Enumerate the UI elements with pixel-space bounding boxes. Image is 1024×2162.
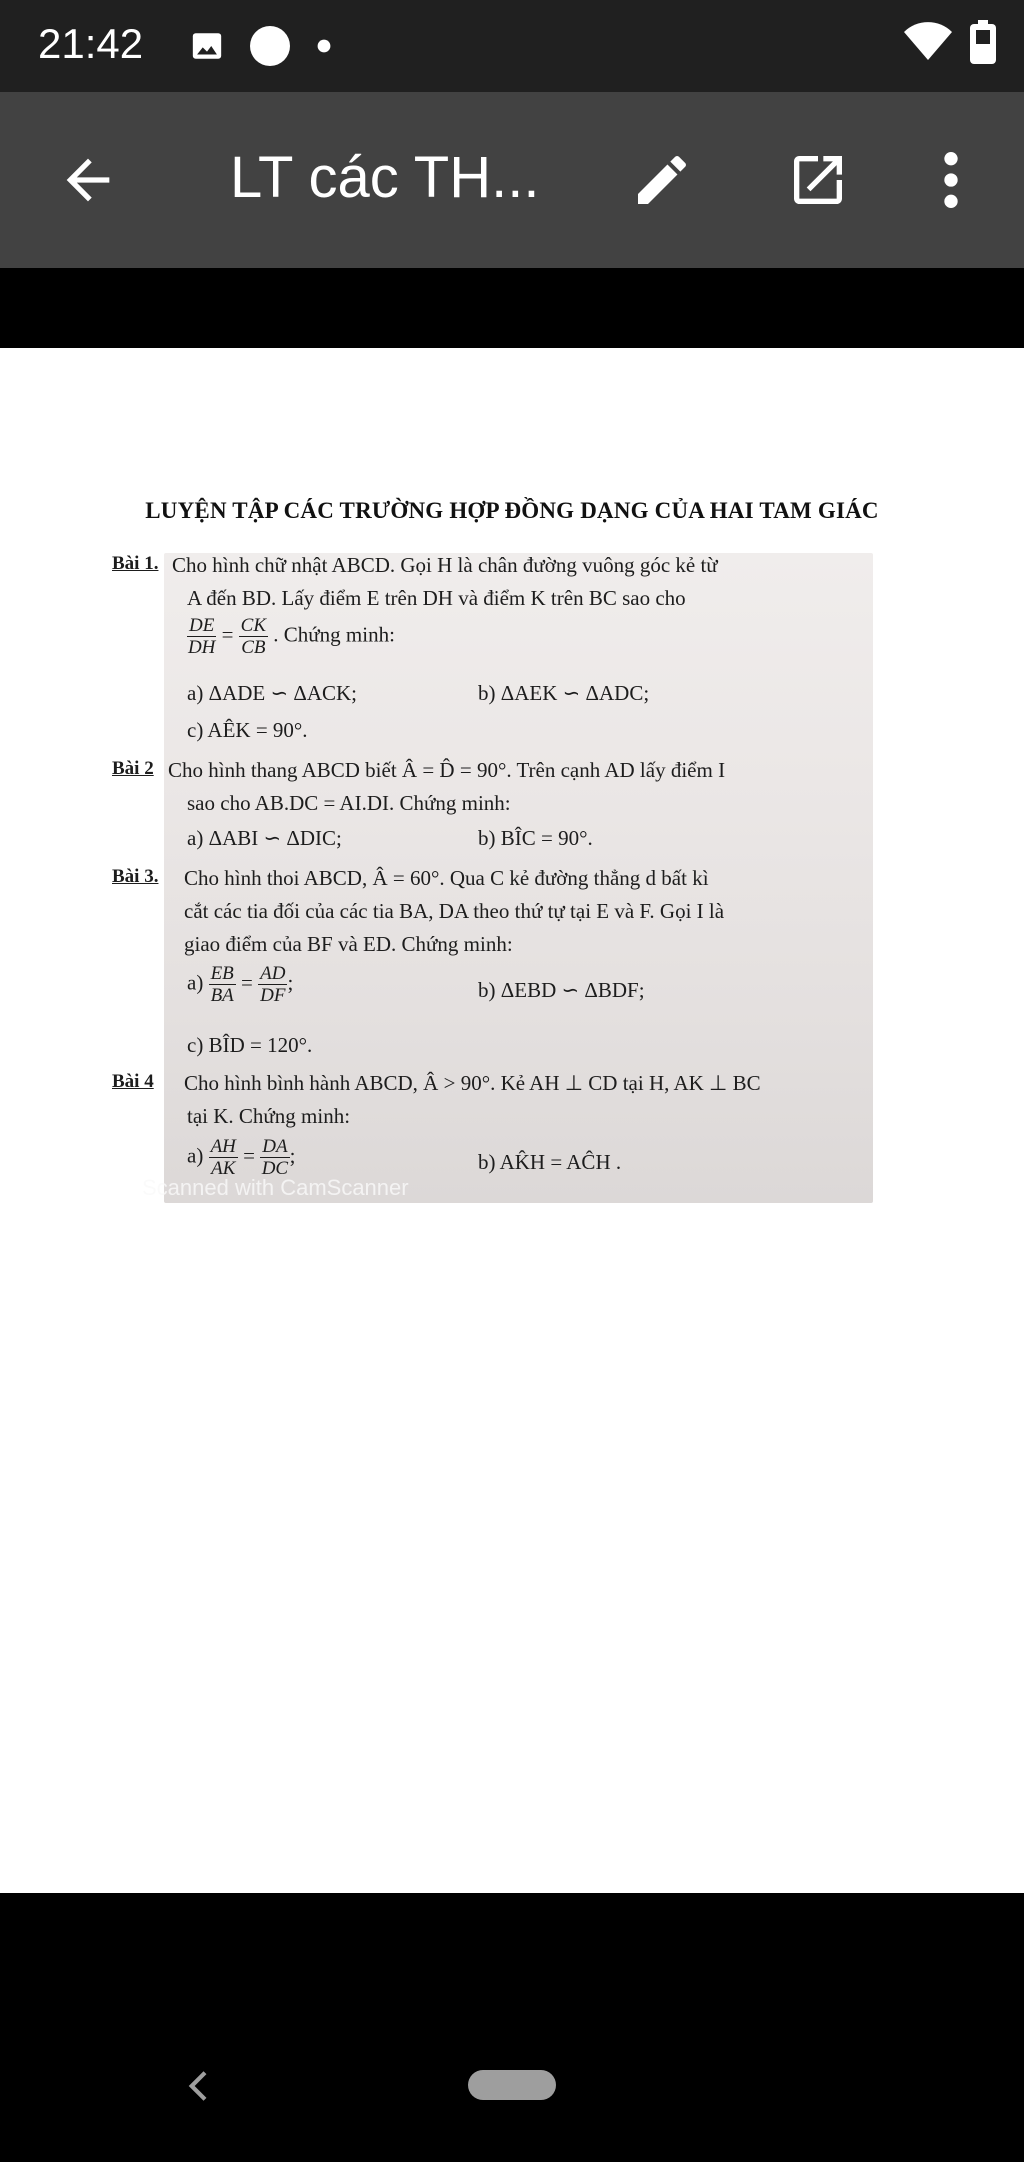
problem-3-line-3: giao điểm của BF và ED. Chứng minh:: [184, 932, 513, 956]
fraction-da-dc: $\frac{DA}{DC}$: [261, 1136, 289, 1179]
open-in-new-icon: [786, 148, 850, 212]
fraction-eb-ba: $\frac{EB}{BA}$: [210, 963, 234, 1006]
open-with-button[interactable]: [786, 148, 850, 212]
battery-icon: [970, 20, 996, 68]
problem-1-line-2: A đến BD. Lấy điểm E trên DH và điểm K trên BC sao cho: [187, 586, 686, 610]
more-vert-icon: [926, 148, 976, 212]
problem-1-fraction-line: $\frac{DE}{DH}$ = $\frac{CK}{CB}$ . Chứng minh:: [187, 615, 395, 658]
back-arrow-icon: [56, 148, 120, 212]
problem-1-label: Bài 1.: [112, 553, 159, 574]
problem-1-part-c: c) AÊK = 90°.: [187, 718, 308, 742]
home-pill-icon[interactable]: [468, 2070, 556, 2100]
status-right-icons: [904, 20, 996, 68]
problem-3-part-c: c) BÎD = 120°.: [187, 1033, 313, 1057]
document-heading: LUYỆN TẬP CÁC TRƯỜNG HỢP ĐỒNG DẠNG CỦA HAI TAM GIÁC: [145, 498, 879, 523]
problem-1-part-b: b) ΔAEK ∽ ΔADC;: [478, 681, 650, 705]
camscanner-watermark: Scanned with CamScanner: [142, 1175, 409, 1200]
scanned-image: [112, 553, 872, 1203]
wifi-icon: [904, 22, 952, 66]
status-bar: [0, 0, 1024, 92]
navigation-bar: [0, 1893, 1024, 2162]
problem-3-line-2: cắt các tia đối của các tia BA, DA theo thứ tự tại E và F. Gọi I là: [184, 899, 725, 923]
edit-button[interactable]: [630, 148, 694, 212]
image-icon: [190, 29, 224, 67]
problem-4-part-a: a) $\frac{AH}{AK}$ = $\frac{DA}{DC}$ ;: [187, 1136, 296, 1179]
problem-2-part-a: a) ΔABI ∽ ΔDIC;: [187, 826, 342, 850]
problem-2-line-2: sao cho AB.DC = AI.DI. Chứng minh:: [187, 791, 511, 815]
nav-back-icon: [180, 2066, 220, 2106]
problem-3-part-b: b) ΔEBD ∽ ΔBDF;: [478, 978, 645, 1002]
fraction-ad-df: $\frac{AD}{DF}$: [260, 963, 286, 1006]
fraction-ck-cb: $\frac{CK}{CB}$: [240, 615, 267, 658]
document-title: LT các TH...: [230, 145, 540, 210]
problem-1-line-1: Cho hình chữ nhật ABCD. Gọi H là chân đường vuông góc kẻ từ: [172, 553, 718, 577]
problem-4-part-b: b) AK̂H = AĈH .: [478, 1150, 622, 1174]
problem-3-part-a: a) $\frac{EB}{BA}$ = $\frac{AD}{DF}$ ;: [187, 963, 294, 1006]
back-button[interactable]: [56, 148, 120, 212]
problem-3-label: Bài 3.: [112, 866, 159, 887]
problem-4-line-1: Cho hình bình hành ABCD, Â > 90°. Kẻ AH ⊥ CD tại H, AK ⊥ BC: [184, 1071, 761, 1095]
viewer-gap: [0, 268, 1024, 348]
problem-1-line-3: Chứng minh:: [283, 622, 395, 647]
dot-icon: [316, 38, 332, 58]
document-page[interactable]: [0, 348, 1024, 1893]
problem-2-line-1: Cho hình thang ABCD biết Â = D̂ = 90°. Trên cạnh AD lấy điểm I: [168, 758, 726, 782]
app-bar: [0, 92, 1024, 268]
circle-icon: [246, 22, 294, 74]
problem-2-part-b: b) BÎC = 90°.: [478, 826, 593, 850]
pencil-icon: [630, 148, 694, 212]
status-left-icons: [190, 22, 332, 74]
problem-3-line-1: Cho hình thoi ABCD, Â = 60°. Qua C kẻ đường thẳng d bất kì: [184, 866, 709, 890]
more-options-button[interactable]: [926, 148, 976, 212]
status-time: 21:42: [38, 20, 144, 67]
fraction-de-dh: $\frac{DE}{DH}$: [187, 615, 216, 658]
problem-2-label: Bài 2: [112, 758, 154, 779]
problem-4-label: Bài 4: [112, 1071, 154, 1092]
problem-4-line-2: tại K. Chứng minh:: [187, 1104, 351, 1128]
fraction-ah-ak: $\frac{AH}{AK}$: [210, 1136, 236, 1179]
nav-back-button[interactable]: [180, 2066, 220, 2106]
problem-1-part-a: a) ΔADE ∽ ΔACK;: [187, 681, 357, 705]
